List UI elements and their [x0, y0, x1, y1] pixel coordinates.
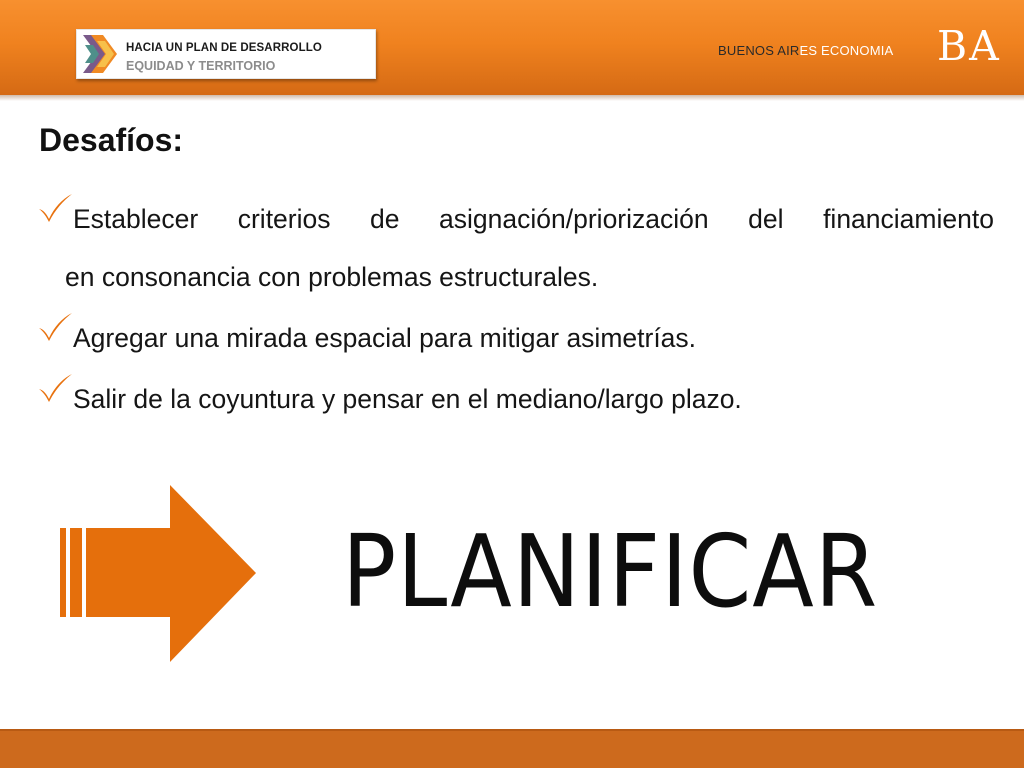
- bullet-1-line-2: en consonancia con problemas estructurales.: [65, 262, 599, 292]
- bullet-1-word: asignación/priorización: [439, 204, 709, 234]
- plan-logo: [76, 29, 376, 79]
- bullet-1-word: criterios: [237, 204, 331, 234]
- footer-bar: [0, 729, 1024, 768]
- bullet-1-line-1: [73, 190, 994, 248]
- bullet-1-word: financiamiento: [823, 204, 994, 234]
- ba-logo: BA: [937, 22, 1001, 70]
- planificar-heading: PLANIFICAR: [342, 513, 879, 630]
- bullet-item-2: Agregar una mirada espacial para mitigar asimetrías.: [73, 323, 697, 353]
- logo-title: HACIA UN PLAN DE DESARROLLO: [126, 42, 322, 54]
- header-bar: [0, 0, 1024, 95]
- logo-subtitle: EQUIDAD Y TERRITORIO: [126, 59, 276, 73]
- bullet-1-word: del: [748, 204, 784, 234]
- slide-title: Desafíos:: [39, 122, 184, 158]
- right-arrow-icon: [58, 485, 258, 663]
- checkmark-icon: [37, 373, 73, 403]
- bullet-item-3: Salir de la coyuntura y pensar en el mediano/largo plazo.: [73, 384, 742, 414]
- bullet-1-word: de: [370, 204, 400, 234]
- bullet-1-word: Establecer: [73, 204, 199, 234]
- buenos-aires-economia-label: [718, 43, 893, 58]
- checkmark-icon: [37, 312, 73, 342]
- chevron-logo-icon: [81, 33, 121, 75]
- header-shadow: [0, 95, 1024, 101]
- bullet-item-1: [65, 190, 994, 292]
- checkmark-icon: [37, 193, 73, 223]
- brand-text-dark: BUENOS AIR: [718, 43, 800, 58]
- brand-text-light: ES ECONOMIA: [799, 43, 894, 58]
